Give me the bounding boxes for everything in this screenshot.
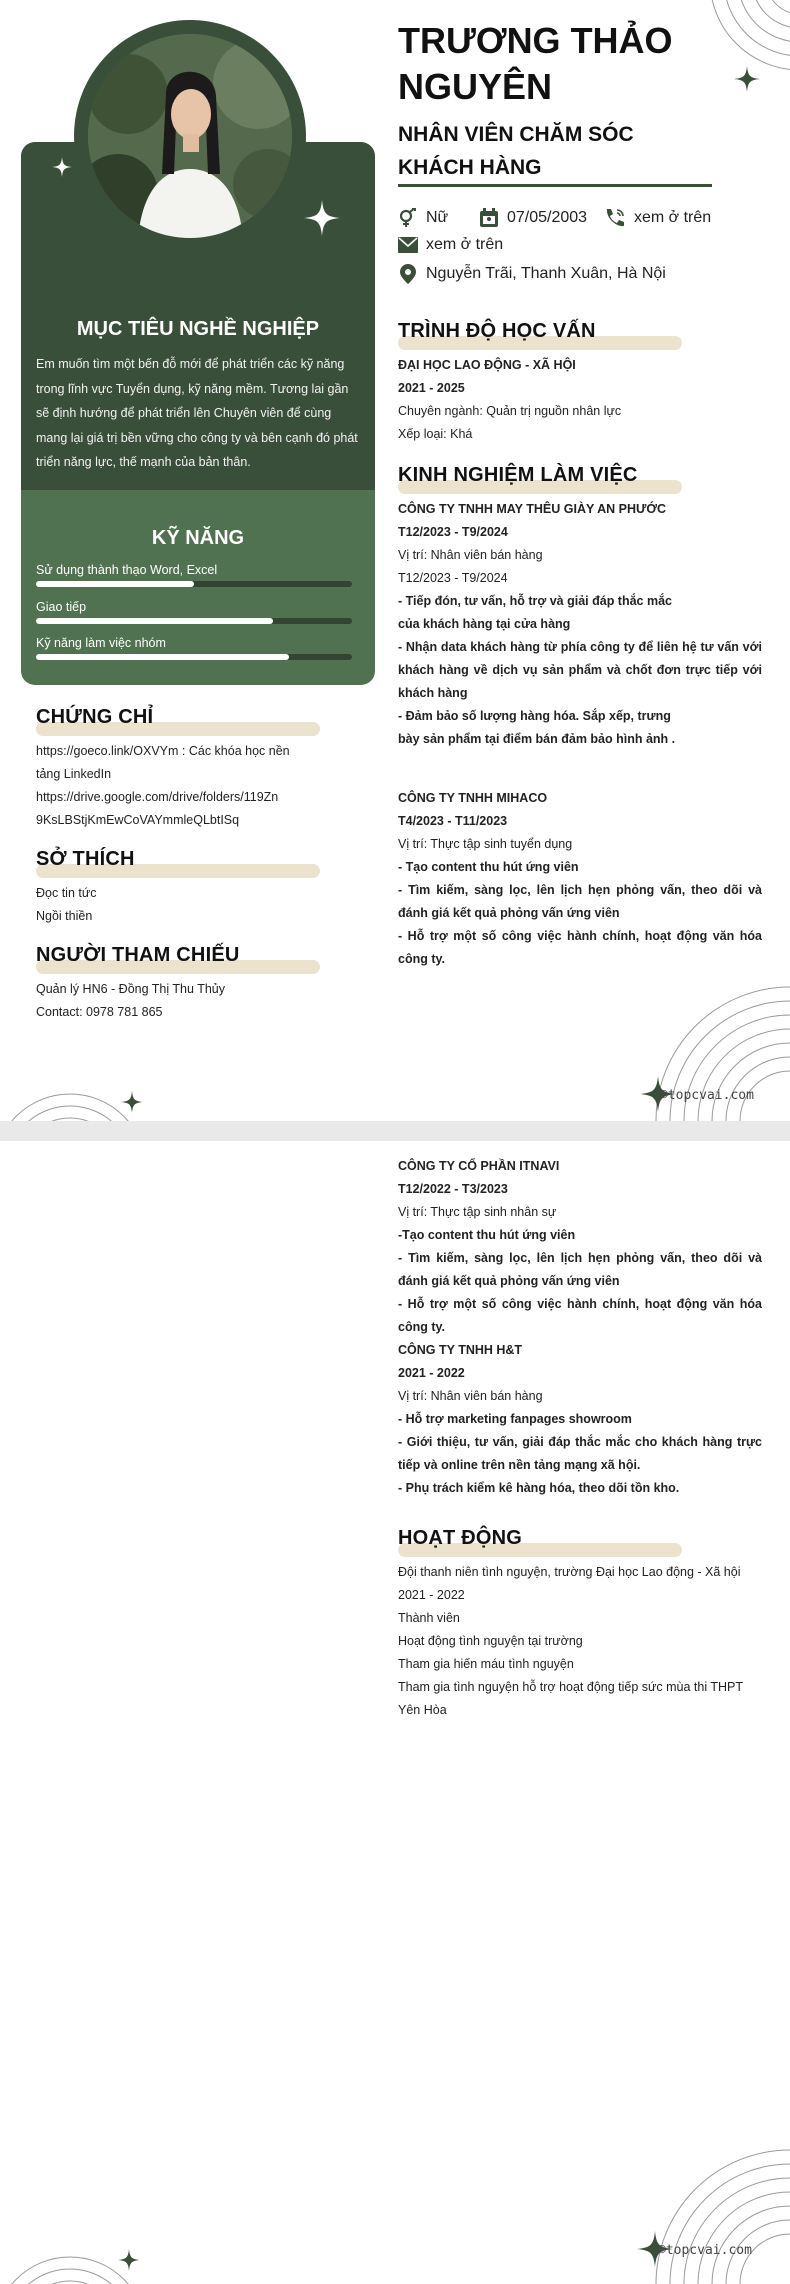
skill-item: Giao tiếp [36, 600, 352, 624]
skill-level-bar [36, 654, 289, 660]
education-heading: TRÌNH ĐỘ HỌC VẤN [398, 320, 596, 343]
hobbies-list: Đọc tin tức Ngồi thiền [36, 886, 97, 923]
objective-title: MỤC TIÊU NGHỀ NGHIỆP [76, 318, 320, 340]
sparkle-icon [734, 66, 760, 92]
job-title: NHÂN VIÊN CHĂM SÓC KHÁCH HÀNG [398, 123, 634, 179]
address-info: Nguyễn Trãi, Thanh Xuân, Hà Nội [398, 264, 666, 284]
full-name: TRƯƠNG THẢO NGUYÊN [398, 20, 673, 107]
certificates-heading: CHỨNG CHỈ [36, 706, 153, 729]
references-list: Quản lý HN6 - Đồng Thị Thu Thủy Contact: 0978 781 865 [36, 982, 225, 1019]
phone-info: xem ở trên [604, 208, 711, 228]
watermark: ©topcvai.com [660, 1088, 754, 1103]
gender-icon [398, 208, 418, 228]
education-details: ĐẠI HỌC LAO ĐỘNG - XÃ HỘI 2021 - 2025 Chuyên ngành: Quản trị nguồn nhân lực Xếp loại: Khá [398, 358, 622, 441]
certificates-list: https://goeco.link/OXVYm : Các khóa học nền tảng LinkedIn https://drive.google.com/drive/folders/119Zn 9KsLBStjKmEwCoVAYmmleQLbtISq [36, 744, 290, 827]
resume-page-1 [0, 0, 790, 1121]
skill-level-bar [36, 581, 194, 587]
watermark: ©topcvai.com [658, 2243, 752, 2258]
references-heading: NGƯỜI THAM CHIẾU [36, 944, 240, 967]
activities-list: Đội thanh niên tình nguyện, trường Đại học Lao động - Xã hội 2021 - 2022 Thành viên Hoạt động tình nguyện tại trường Tham gia hiến máu tình nguyện Tham gia tình nguyện hỗ trợ hoạt động tiếp sức mùa thi THPT Yên Hòa [398, 1565, 743, 1717]
experience-job: CÔNG TY CỔ PHẦN ITNAVI T12/2022 - T3/2023 Vị trí: Thực tập sinh nhân sự -Tạo content thu hút ứng viên - Tìm kiếm, sàng lọc, lên lịch hẹn phỏng vấn, theo dõi và đánh giá kết quả phỏng vấn ứng viên - Hỗ trợ một số công việc hành chính, hoạt động văn hóa công ty. [398, 1159, 762, 1334]
sparkle-icon [304, 200, 340, 236]
skills-title: KỸ NĂNG [151, 527, 245, 549]
gender-info: Nữ [398, 208, 448, 228]
birthday-info: 07/05/2003 [479, 208, 587, 228]
sparkle-icon [52, 157, 72, 177]
experience-job: CÔNG TY TNHH MAY THÊU GIÀY AN PHƯỚC T12/2023 - T9/2024 Vị trí: Nhân viên bán hàng T12/2023 - T9/2024 - Tiếp đón, tư vấn, hỗ trợ và giải đáp thắc mắc của khách hàng tại cửa hàng - Nhận data khách hàng từ phía công ty để liên hệ tư vấn với khách hàng về dịch vụ sản phẩm và chốt đơn trực tiếp với khách hàng - Đảm bảo số lượng hàng hóa. Sắp xếp, trưng bày sản phẩm tại điểm bán đảm bảo hình ảnh . [398, 502, 762, 746]
hobbies-heading: SỞ THÍCH [36, 848, 135, 871]
location-pin-icon [398, 264, 418, 284]
experience-job: CÔNG TY TNHH H&T 2021 - 2022 Vị trí: Nhân viên bán hàng - Hỗ trợ marketing fanpages showroom - Giới thiệu, tư vấn, giải đáp thắc mắc cho khách hàng trực tiếp và online trên nền tảng mạng xã hội. - Phụ trách kiểm kê hàng hóa, theo dõi tồn kho. [398, 1343, 762, 1495]
email-info: xem ở trên [398, 236, 503, 254]
experience-heading: KINH NGHIỆM LÀM VIỆC [398, 464, 638, 487]
sparkle-icon [121, 1091, 143, 1113]
email-icon [398, 237, 418, 253]
calendar-icon [479, 208, 499, 228]
phone-icon [604, 208, 626, 228]
avatar [88, 34, 292, 238]
activities-heading: HOẠT ĐỘNG [398, 1527, 522, 1550]
resume-page-2 [0, 1141, 790, 2284]
experience-job: CÔNG TY TNHH MIHACO T4/2023 - T11/2023 Vị trí: Thực tập sinh tuyển dụng - Tạo content thu hút ứng viên - Tìm kiếm, sàng lọc, lên lịch hẹn phỏng vấn, theo dõi và đánh giá kết quả phỏng vấn ứng viên - Hỗ trợ một số công việc hành chính, hoạt động văn hóa công ty. [398, 791, 762, 966]
decorative-arcs [0, 1060, 140, 1121]
sparkle-icon [118, 2249, 140, 2271]
skill-level-bar [36, 618, 273, 624]
skill-item: Sử dụng thành thạo Word, Excel [36, 563, 352, 587]
skill-item: Kỹ năng làm việc nhóm [36, 636, 352, 660]
header-divider [398, 184, 712, 187]
objective-text: Em muốn tìm một bến đỗ mới để phát triển các kỹ năng trong lĩnh vực Tuyển dụng, kỹ năng mềm. Tương lai gần sẽ định hướng để phát triển lên Chuyên viên để cùng mang lại giá trị bền vững cho công ty và bên cạnh đó phát triển năng lực, thế mạnh của bản thân. [36, 357, 358, 469]
